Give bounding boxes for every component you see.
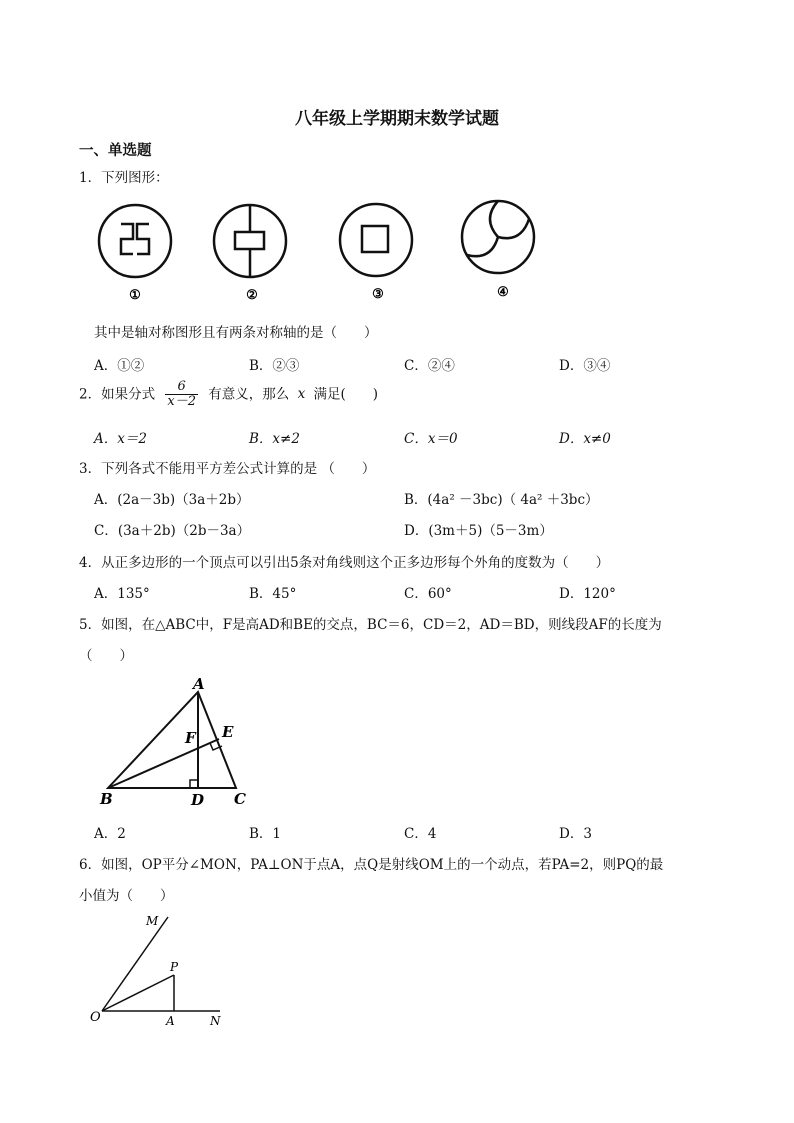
q1-stem: 1．下列图形： bbox=[79, 170, 169, 186]
figure-1 bbox=[99, 205, 171, 303]
label-b: B bbox=[100, 790, 113, 808]
figure-2 bbox=[214, 205, 286, 303]
q4-option-b[interactable]: B．45° bbox=[249, 586, 297, 602]
q4-option-d[interactable]: D．120° bbox=[559, 586, 616, 602]
label-e: E bbox=[222, 723, 234, 741]
q1-option-d[interactable]: D．③④ bbox=[559, 358, 611, 374]
q2-stem-post: 满足( ) bbox=[313, 386, 379, 403]
label-p: P bbox=[170, 960, 179, 974]
q5-stem-line1: 5．如图，在△ABC中，F是高AD和BE的交点，BC＝6，CD＝2，AD＝BD，则线段AF的长度为 bbox=[79, 617, 662, 633]
q1-option-b[interactable]: B．②③ bbox=[249, 358, 300, 374]
q3-stem: 3．下列各式不能用平方差公式计算的是 （ ） bbox=[79, 461, 376, 477]
q2-stem-pre: 2．如果分式 bbox=[79, 386, 156, 403]
q1-follow: 其中是轴对称图形且有两条对称轴的是（ ） bbox=[94, 325, 378, 341]
q5-option-b[interactable]: B．1 bbox=[249, 826, 282, 842]
label-a: A bbox=[193, 675, 205, 693]
q5-option-a[interactable]: A．2 bbox=[94, 826, 126, 842]
q2-option-d[interactable]: D．x≠0 bbox=[559, 431, 611, 447]
q1-figures bbox=[0, 195, 794, 335]
label-f: F bbox=[185, 729, 196, 747]
q4-stem: 4．从正多边形的一个顶点可以引出5条对角线则这个正多边形每个外角的度数为（ ） bbox=[79, 555, 610, 571]
q2-stem-mid: 有意义，那么 bbox=[208, 386, 290, 403]
label-n: N bbox=[210, 1014, 221, 1028]
q6-angle-figure bbox=[88, 907, 238, 1032]
q1-option-c[interactable]: C．②④ bbox=[404, 358, 455, 374]
q2-numerator: 6 bbox=[165, 380, 198, 395]
q2-fraction bbox=[165, 380, 198, 410]
q2-variable: x bbox=[297, 386, 306, 403]
q4-option-a[interactable]: A．135° bbox=[94, 586, 150, 602]
q2-option-c[interactable]: C．x＝0 bbox=[404, 431, 458, 447]
q3-option-c[interactable]: C．(3a＋2b)（2b－3a） bbox=[94, 523, 251, 539]
q5-option-c[interactable]: C．4 bbox=[404, 826, 437, 842]
label-c: C bbox=[234, 790, 246, 808]
q2-option-b[interactable]: B．x≠2 bbox=[249, 431, 300, 447]
q2-denominator: x－2 bbox=[167, 394, 196, 410]
page-title: 八年级上学期期末数学试题 bbox=[295, 109, 499, 129]
label-d: D bbox=[191, 791, 205, 809]
q5-triangle-figure bbox=[90, 672, 270, 812]
q4-option-c[interactable]: C．60° bbox=[404, 586, 452, 602]
figure-3 bbox=[340, 204, 412, 302]
q3-option-d[interactable]: D．(3m＋5)（5－3m） bbox=[404, 523, 553, 539]
section-heading: 一、单选题 bbox=[79, 143, 152, 159]
figure-4 bbox=[462, 201, 534, 300]
label-o: O bbox=[90, 1010, 101, 1025]
label-a6: A bbox=[166, 1014, 175, 1028]
figure-label-3: ③ bbox=[372, 287, 384, 302]
q6-stem-line2: 小值为（ ） bbox=[79, 888, 174, 904]
q2-stem bbox=[79, 380, 378, 410]
figure-label-4: ④ bbox=[497, 285, 509, 300]
q3-option-a[interactable]: A．(2a－3b)（3a＋2b） bbox=[94, 492, 250, 508]
figure-label-1: ① bbox=[129, 288, 141, 303]
figure-label-2: ② bbox=[246, 288, 258, 303]
q3-option-b[interactable]: B．(4a² －3bc)（ 4a² ＋3bc） bbox=[404, 492, 599, 508]
q2-option-a[interactable]: A．x＝2 bbox=[94, 431, 147, 447]
q5-stem-line2: （ ） bbox=[79, 648, 133, 664]
q1-option-a[interactable]: A．①② bbox=[94, 358, 145, 374]
q5-option-d[interactable]: D．3 bbox=[559, 826, 592, 842]
label-m: M bbox=[146, 914, 159, 928]
q6-stem-line1: 6．如图，OP平分∠MON，PA⊥ON于点A，点Q是射线OM上的一个动点，若PA=2，则PQ的最 bbox=[79, 857, 664, 873]
